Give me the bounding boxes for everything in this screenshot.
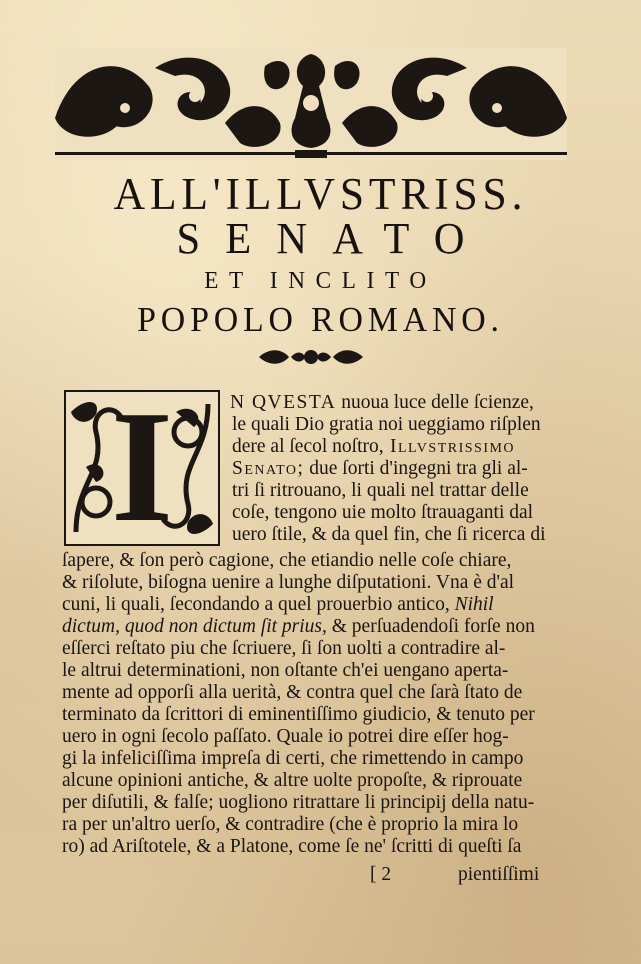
text-line-20: ra per un'altro uerſo, & contradire (che è proprio la mira lo bbox=[62, 814, 519, 835]
senato-word: Senato; bbox=[232, 458, 305, 479]
signature-mark: [ 2 bbox=[370, 864, 392, 885]
dedication-title-line-1: ALL'ILLVSTRISS. bbox=[113, 169, 528, 219]
illustrissimo-word: Illvstrissimo bbox=[383, 436, 516, 457]
text-line-9: & riſolute, biſogna uenire a lunghe diſputationi. Vna è d'al bbox=[62, 572, 515, 593]
dedication-title-line-4: POPOLO ROMANO. bbox=[137, 300, 504, 339]
latin-quote: Nihil bbox=[449, 594, 494, 615]
text-segment: nuoua luce delle ſcienze, bbox=[336, 392, 534, 413]
decorated-initial bbox=[64, 390, 220, 546]
text-line-15: terminato da ſcrittori di eminentiſſimo giudicio, & tenuto per bbox=[62, 704, 535, 725]
text-segment: & perſuadendoſi forſe non bbox=[326, 616, 535, 637]
fleuron-ornament bbox=[255, 346, 367, 368]
text-line-7: uero ſtile, & da quel fin, che ſi ricerca di bbox=[232, 524, 546, 545]
text-line-3 bbox=[232, 436, 515, 458]
text-segment: dere al ſecol noſtro, bbox=[232, 436, 384, 457]
text-segment: cuni, li quali, ſecondando a quel prouerbio antico, bbox=[62, 594, 450, 615]
woodcut-headpiece bbox=[55, 48, 567, 160]
text-line-11 bbox=[62, 616, 535, 638]
text-line-2: le quali Dio gratia noi ueggiamo riſplen bbox=[232, 414, 541, 435]
text-line-14: mente ad opporſi alla uerità, & contra quel che ſarà ſtato de bbox=[62, 682, 523, 703]
text-line-4 bbox=[232, 458, 528, 480]
text-line-13: le altrui determinationi, non oſtante ch'ei uengano aperta- bbox=[62, 660, 509, 681]
catchword: pientiſſimi bbox=[458, 864, 540, 885]
text-line-21: ro) ad Ariſtotele, & a Platone, come ſe ne' ſcritti di queſti ſa bbox=[62, 836, 522, 857]
latin-quote: dictum, quod non dictum ſit prius, bbox=[62, 616, 327, 637]
text-line-12: eſſerci reſtato piu che ſcriuere, ſi ſon uolti a contradire al- bbox=[62, 638, 506, 659]
text-line-5: tri ſi ritrouano, li quali nel trattar delle bbox=[232, 480, 529, 501]
initial-letter: I bbox=[110, 390, 174, 546]
text-line-10 bbox=[62, 594, 494, 616]
dedication-title-line-3: ET INCLITO bbox=[204, 268, 437, 294]
text-line-1 bbox=[230, 392, 534, 414]
text-line-18: alcune opinioni antiche, & altre uolte propoſte, & riprouate bbox=[62, 770, 523, 791]
text-line-6: coſe, tengono uie molto ſtrauaganti dal bbox=[232, 502, 534, 523]
opening-words: N QVESTA bbox=[230, 392, 337, 413]
text-line-17: gi la infeliciſſima impreſa di certi, che rimettendo in campo bbox=[62, 748, 524, 769]
text-line-16: uero in ogni ſecolo paſſato. Quale io potrei dire eſſer hog- bbox=[62, 726, 509, 747]
dedication-title-line-2: SENATO bbox=[176, 214, 490, 263]
text-line-19: per diſutili, & falſe; uogliono ritrattare li principij della natu- bbox=[62, 792, 535, 813]
text-segment: due ſorti d'ingegni tra gli al- bbox=[304, 458, 528, 479]
text-line-8: ſapere, & ſon però cagione, che etiandio nelle coſe chiare, bbox=[62, 550, 512, 571]
